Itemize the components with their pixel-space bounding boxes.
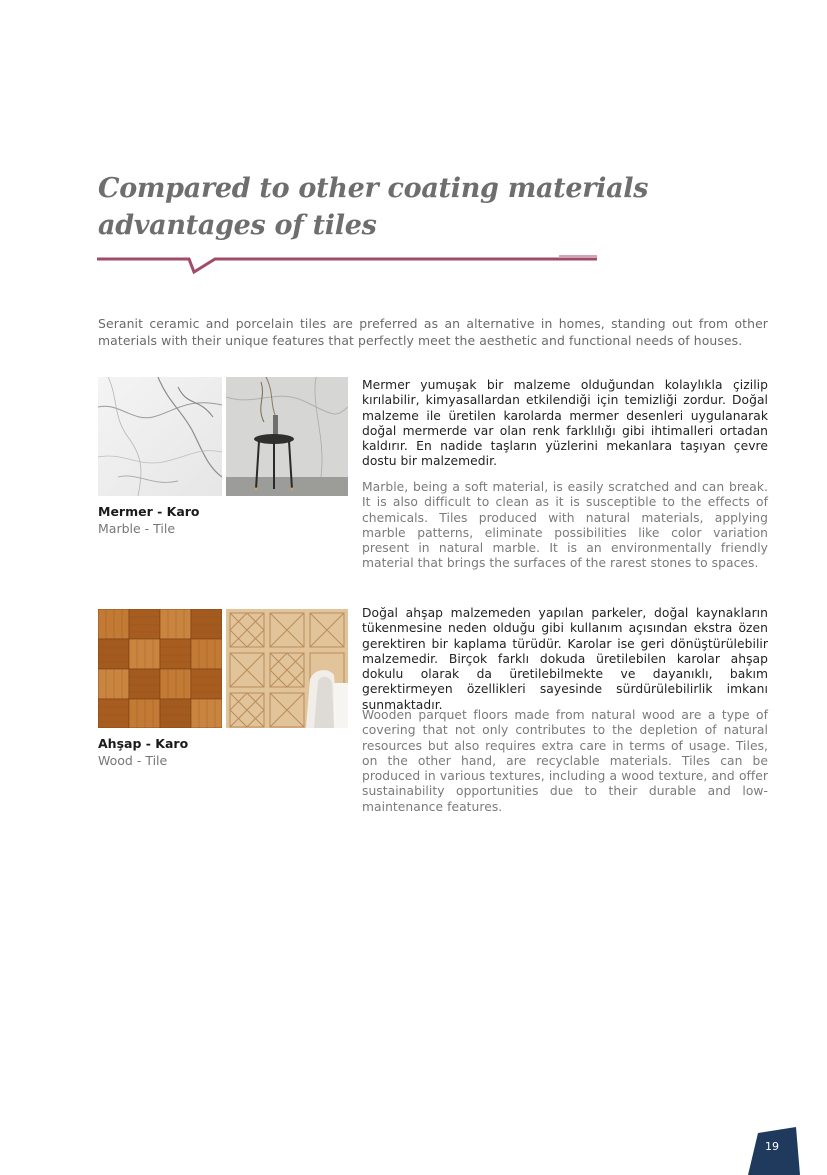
wood-caption [98, 735, 338, 769]
wood-text-tr: Doğal ahşap malzemeden yapılan parkeler, doğal kaynakların tükenmesine neden olduğu gibi kullanım açısından ekstra özen gerektiren bir kaplama türüdür. Karolar ise geri dönüştürülebilir malzemedir. Birçok farklı dokuda üretilebilen karolar ahşap dokulu olarak da üretilebilmekte ve dayanıklı, bakım gerektirmeyen özellikleri sayesinde sürdürülebilirlik imkanı sunmaktadır. [362, 606, 768, 712]
page-title [98, 170, 658, 244]
marble-caption-tr: Mermer - Karo [98, 504, 200, 519]
wood-text-en: Wooden parquet floors made from natural wood are a type of covering that not only contributes to the depletion of natural resources but also requires extra care in terms of usage. Tiles, on the other hand, are recyclable materials. Tiles can be produced in various textures, including a wood texture, and offer sustainability opportunities due to their durable and low-maintenance features. [362, 708, 768, 814]
page-number: 19 [765, 1140, 779, 1153]
marble-caption [98, 503, 338, 537]
wood-caption-en: Wood - Tile [98, 753, 168, 768]
title-underline [97, 250, 597, 280]
marble-caption-en: Marble - Tile [98, 521, 176, 536]
wood-parquet-photo [98, 609, 222, 728]
page-title-line-2: advantages of tiles [98, 210, 377, 241]
wood-caption-tr: Ahşap - Karo [98, 736, 189, 751]
wood-pattern-interior-photo [226, 609, 348, 728]
marble-text-tr: Mermer yumuşak bir malzeme olduğundan kolaylıkla çizilip kırılabilir, kimyasallardan etkilendiği için temizliği zordur. Doğal malzeme ile üretilen karolarda mermer desenleri uygulanarak doğal mermerde var olan renk farklılığı gibi ihtimalleri ortadan kaldırır. En nadide taşların yüzlerini mekanlara taşıyan çevre dostu bir malzemedir. [362, 378, 768, 469]
marble-interior-photo [226, 377, 348, 496]
page-title-line-1: Compared to other coating materials [98, 173, 649, 204]
marble-tile-photo [98, 377, 222, 496]
marble-text-en: Marble, being a soft material, is easily scratched and can break. It is also difficult to clean as it is susceptible to the effects of chemicals. Tiles produced with natural materials, applying marble patterns, eliminate possibilities like color variation present in natural marble. It is an environmentally friendly material that brings the surfaces of the rarest stones to spaces. [362, 480, 768, 571]
intro-paragraph: Seranit ceramic and porcelain tiles are preferred as an alternative in homes, standing out from other materials with their unique features that perfectly meet the aesthetic and functional needs of houses. [98, 316, 768, 348]
